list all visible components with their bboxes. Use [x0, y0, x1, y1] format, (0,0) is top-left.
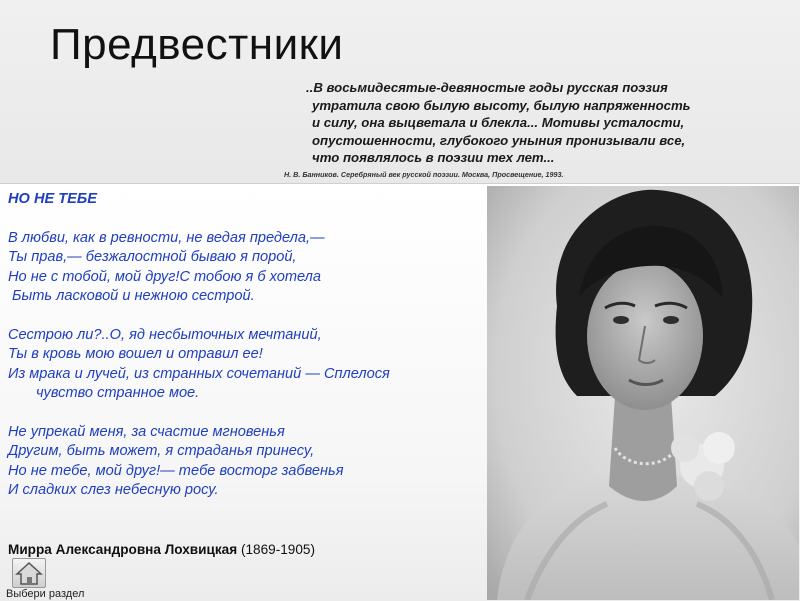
- author-name: Мирра Александровна Лохвицкая: [8, 542, 238, 557]
- home-caption: Выбери раздел: [6, 588, 85, 600]
- portrait-illustration: [487, 186, 799, 600]
- poem: [8, 190, 488, 520]
- poem-stanza: [8, 423, 488, 501]
- epigraph-source: Н. В. Банников. Серебряный век русской поэзии. Москва, Просвещение, 1993.: [284, 170, 564, 179]
- epigraph-line: что появлялось в поэзии тех лет...: [312, 150, 555, 166]
- poem-line: Ты прав,— безжалостной бываю я порой,: [8, 249, 297, 265]
- poem-line: Быть ласковой и нежною сестрой.: [12, 288, 255, 304]
- home-button[interactable]: [12, 558, 46, 588]
- poem-line: чувство странное мое.: [36, 385, 200, 401]
- poem-line: Другим, быть может, я страданья принесу,: [8, 443, 315, 459]
- poem-line: Но не тебе, мой друг!— тебе восторг забвенья: [8, 462, 344, 479]
- poem-author: [8, 542, 315, 557]
- poem-line: Ты в кровь мою вошел и отравил ее!: [8, 346, 263, 362]
- epigraph-line: утратила свою былую высоту, былую напряженность: [312, 97, 691, 113]
- slide-title: Предвестники: [50, 20, 344, 69]
- poem-line: И сладких слез небесную росу.: [8, 482, 219, 498]
- poem-title: НО НЕ ТЕБЕ: [8, 191, 97, 207]
- poem-stanza: [8, 229, 488, 307]
- poem-stanza: [8, 326, 488, 404]
- poem-line: Но не с тобой, мой друг!С тобою я б хотела: [8, 268, 322, 285]
- epigraph-line: и силу, она выцветала и блекла... Мотивы усталости,: [312, 115, 685, 131]
- poem-line: Не упрекай меня, за счастие мгновенья: [8, 423, 285, 440]
- poem-line: Сестрою ли?..О, яд несбыточных мечтаний,: [8, 326, 322, 343]
- epigraph: [306, 79, 776, 167]
- author-portrait: [487, 186, 799, 600]
- poem-line: В любви, как в ревности, не ведая предела,—: [8, 229, 325, 246]
- author-years: (1869-1905): [240, 542, 315, 557]
- epigraph-line: опустошенности, глубокого уныния пронизывали все,: [312, 132, 686, 148]
- poem-line: Из мрака и лучей, из странных сочетаний — Сплелося: [8, 365, 390, 382]
- epigraph-line: ..В восьмидесятые-девяностые годы русская поэзия: [306, 80, 668, 95]
- home-icon: [13, 559, 45, 587]
